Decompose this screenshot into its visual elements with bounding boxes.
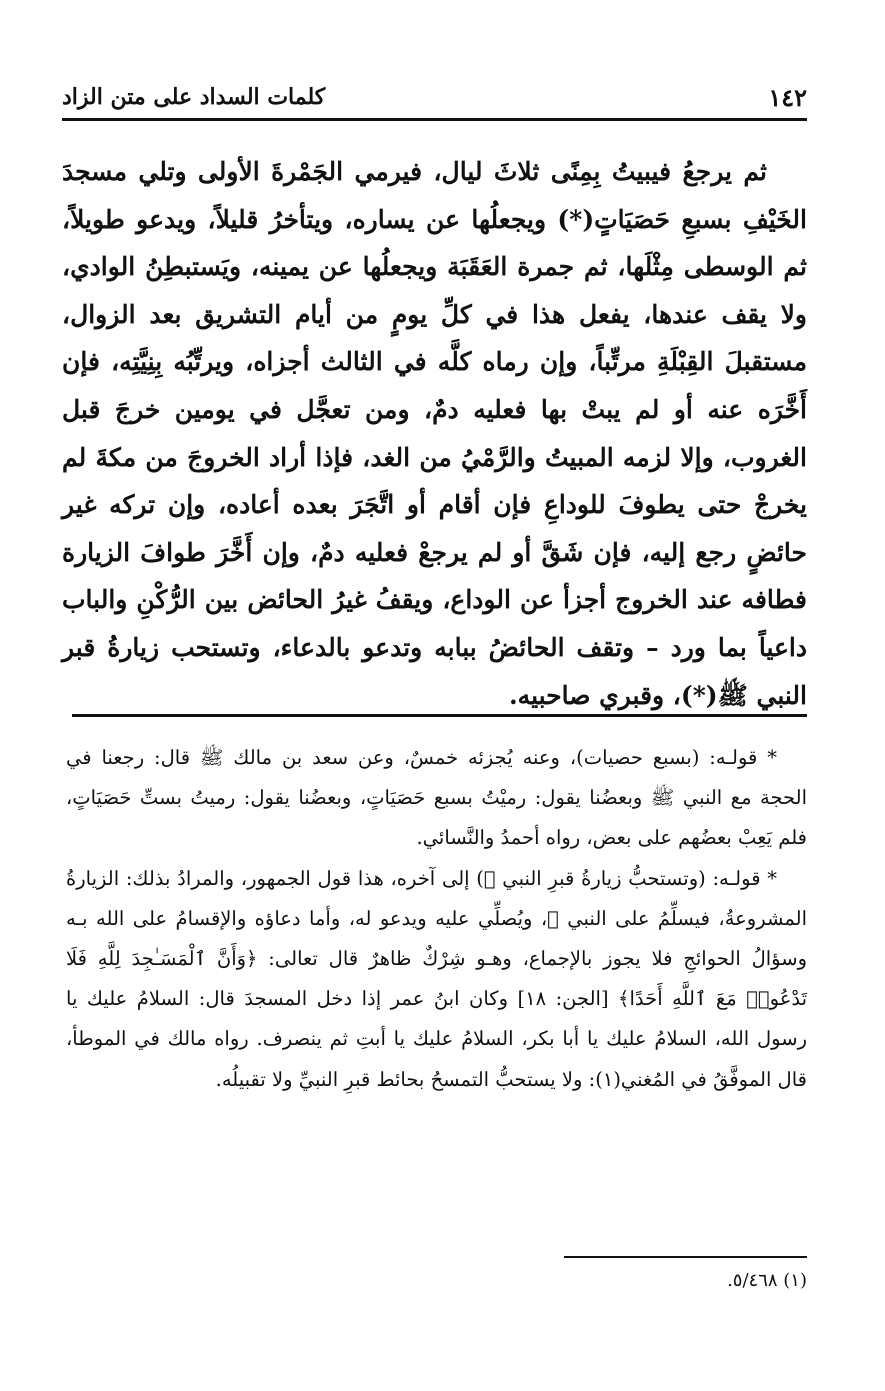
main-text [62, 148, 807, 719]
commentary-notes [66, 738, 807, 1100]
main-paragraph: ثم يرجعُ فيبيتُ بِمِنًى ثلاثَ ليال، فيرمي الجَمْرةَ الأولى وتلي مسجدَ الخَيْفِ بسبعِ حَصَيَاتٍ(*) ويجعلُها عن يساره، ويتأخرُ قليلاً، ويدعو طويلاً، ثم الوسطى مِثْلَها، ثم جمرة العَقَبَة ويجعلُها عن يمينه، ويَستبطِنُ الوادي، ولا يقف عندها، يفعل هذا في كلِّ يومٍ من أيام التشريق بعد الزوال، مستقبلَ القِبْلَةِ مرتِّباً، وإن رماه كلَّه في الثالث أجزاه، ويرتِّبُه بِنِيَّتِه، فإن أَخَّرَه عنه أو لم يبتْ بها فعليه دمٌ، ومن تعجَّل في يومين خرجَ قبل الغروب، وإلا لزمه المبيتُ والرَّمْيُ من الغد، فإذا أراد الخروجَ من مكةَ لم يخرجْ حتى يطوفَ للوداعِ فإن أقام أو اتَّجَرَ بعده أعاده، وإن تركه غير حائضٍ رجع إليه، فإن شَقَّ أو لم يرجعْ فعليه دمٌ، وإن أَخَّرَ طوافَ الزيارة فطافه عند الخروج أجزأ عن الوداع، ويقفُ غيرُ الحائض بين الرُّكْنِ والباب داعياً بما ورد – وتقف الحائضُ ببابه وتدعو بالدعاء، وتستحب زيارةُ قبر النبي ﷺ(*)، وقبري صاحبيه. [62, 157, 807, 710]
page-number: ١٤٢ [768, 82, 807, 112]
footnote-rule [564, 1256, 807, 1258]
page-header [62, 80, 807, 114]
section-divider [72, 714, 807, 717]
note-paragraph: * قولـه: (وتستحبُّ زيارةُ قبرِ النبي ﷺ) إلى آخره، هذا قول الجمهور، والمرادُ بذلك: الزيارةُ المشروعةُ، فيسلِّمُ على النبي ﷺ، ويُصلِّي عليه ويدعو له، وأما دعاؤه والإقسامُ على الله بـه وسؤالُ الحوائجِ فلا يجوز بالإجماع، وهـو شِرْكٌ ظاهرٌ قال تعالى: ﴿وَأَنَّ ٱلْمَسَـٰجِدَ لِلَّهِ فَلَا تَدْعُوا۟ مَعَ ٱللَّهِ أَحَدًا﴾ [الجن: ١٨] وكان ابنُ عمر إذا دخل المسجدَ قال: السلامُ عليك يا رسول الله، السلامُ عليك يا أبا بكر، السلامُ عليك يا أبتِ ثم ينصرف. رواه مالك في الموطأ، قال الموفَّقُ في المُغني(١): ولا يستحبُّ التمسحُ بحائط قبرِ النبيِّ ولا تقبيلُه. [66, 866, 808, 1091]
header-rule [62, 118, 807, 121]
footnote: (١) ٥/٤٦٨. [727, 1270, 807, 1291]
note-paragraph: * قولـه: (بسبع حصيات)، وعنه يُجزئه خمسٌ، وعن سعد بن مالك ﷺ قال: رجعنا في الحجة مع النبي ﷺ وبعضُنا يقول: رميْتُ بسبع حَصَيَاتٍ، وبعضُنا يقول: رميتُ بستِّ حَصَيَاتٍ، فلم يَعِبْ بعضُهم على بعض، رواه أحمدُ والنَّسائي. [66, 746, 807, 850]
running-title: كلمات السداد على متن الزاد [62, 84, 326, 110]
